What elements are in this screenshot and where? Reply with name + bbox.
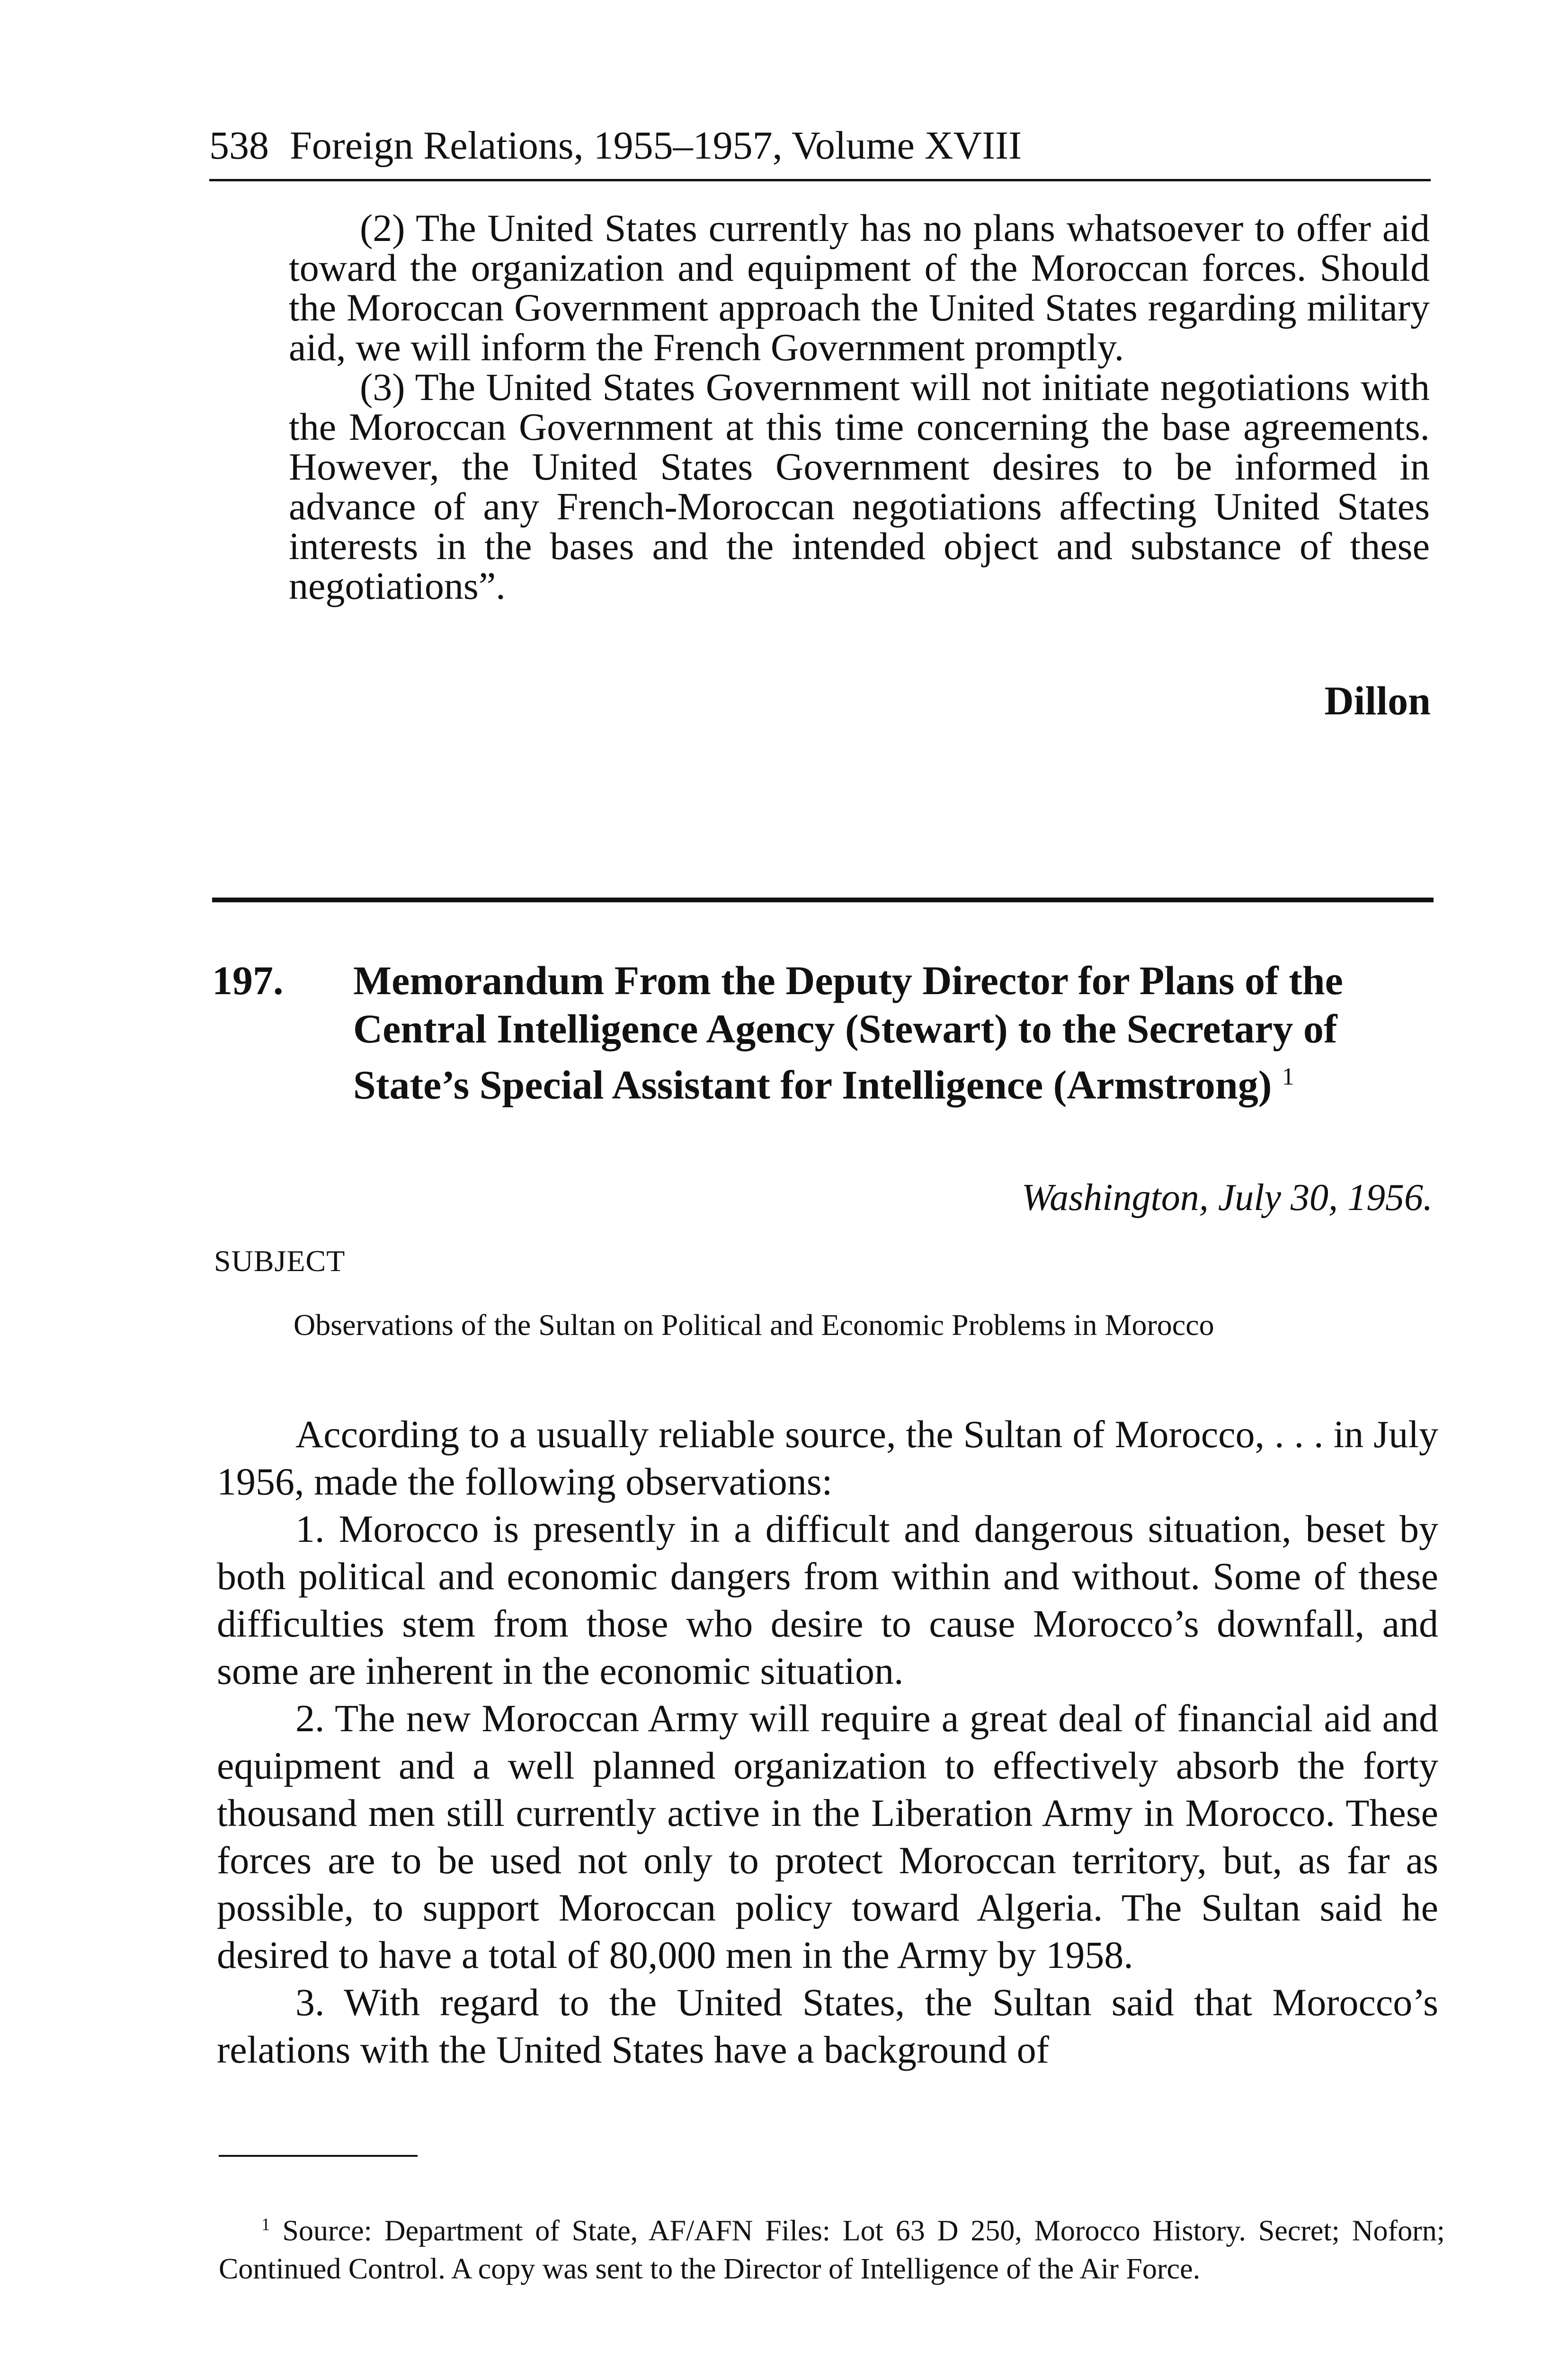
document-title-text: Memorandum From the Deputy Director for Plans of the Central Intelligence Agency (Stewart) to the Secretary of State’s Special Assistant for Intelligence (Armstrong) bbox=[353, 958, 1343, 1108]
top-paragraph-2: (2) The United States currently has no plans whatsoever to offer aid toward the organization and equipment of the Moroccan forces. Should the Moroccan Government approach the United States regarding military aid, we will inform the French Government promptly. bbox=[289, 206, 1430, 369]
body-paragraph-1: 1. Morocco is presently in a difficult and dangerous situation, beset by both political and economic dangers from within and without. Some of these difficulties stem from those who desire to cause Morocco’s downfall, and some are inherent in the economic situation. bbox=[217, 1507, 1438, 1692]
top-paragraph-3: (3) The United States Government will not initiate negotiations with the Moroccan Government at this time concerning the base agreements. However, the United States Government desires to be informed in advance of any French-Moroccan negotiations affecting United States interests in the bases and the intended object and substance of these negotiations”. bbox=[289, 365, 1430, 607]
footnote-divider bbox=[219, 2155, 418, 2157]
body-paragraph-3: 3. With regard to the United States, the Sultan said that Morocco’s relations with the United States have a background of bbox=[217, 1981, 1438, 2071]
signature: Dillon bbox=[1324, 678, 1431, 723]
running-header bbox=[209, 122, 1431, 181]
running-title: Foreign Relations, 1955–1957, Volume XVIII bbox=[290, 124, 1022, 168]
footnote-text: Source: Department of State, AF/AFN Files: Lot 63 D 250, Morocco History. Secret; Noforn; Continued Control. A copy was sent to the Director of Intelligence of the Air Force. bbox=[219, 2215, 1445, 2285]
dateline: Washington, July 30, 1956. bbox=[1021, 1177, 1433, 1219]
footnote-marker: 1 bbox=[1282, 1063, 1294, 1090]
footnote-number: 1 bbox=[261, 2215, 270, 2234]
subject-label: SUBJECT bbox=[214, 1244, 346, 1278]
document-number: 197. bbox=[212, 958, 284, 1003]
body-paragraph-2: 2. The new Moroccan Army will require a great deal of financial aid and equipment and a well planned organization to effectively absorb the forty thousand men still currently active in the Liberation Army in Morocco. These forces are to be used not only to protect Moroccan territory, but, as far as possible, to support Moroccan policy toward Algeria. The Sultan said he desired to have a total of 80,000 men in the Army by 1958. bbox=[217, 1697, 1438, 1976]
section-divider bbox=[212, 898, 1434, 902]
body-paragraph-intro: According to a usually reliable source, the Sultan of Morocco, . . . in July 1956, made the following observations: bbox=[217, 1413, 1438, 1503]
footnote bbox=[219, 2206, 1445, 2288]
top-continuation bbox=[289, 208, 1430, 606]
memo-body bbox=[217, 1411, 1438, 2073]
document-title bbox=[353, 956, 1437, 1109]
subject-text: Observations of the Sultan on Political and Economic Problems in Morocco bbox=[294, 1308, 1214, 1342]
page-number: 538 bbox=[209, 124, 269, 168]
